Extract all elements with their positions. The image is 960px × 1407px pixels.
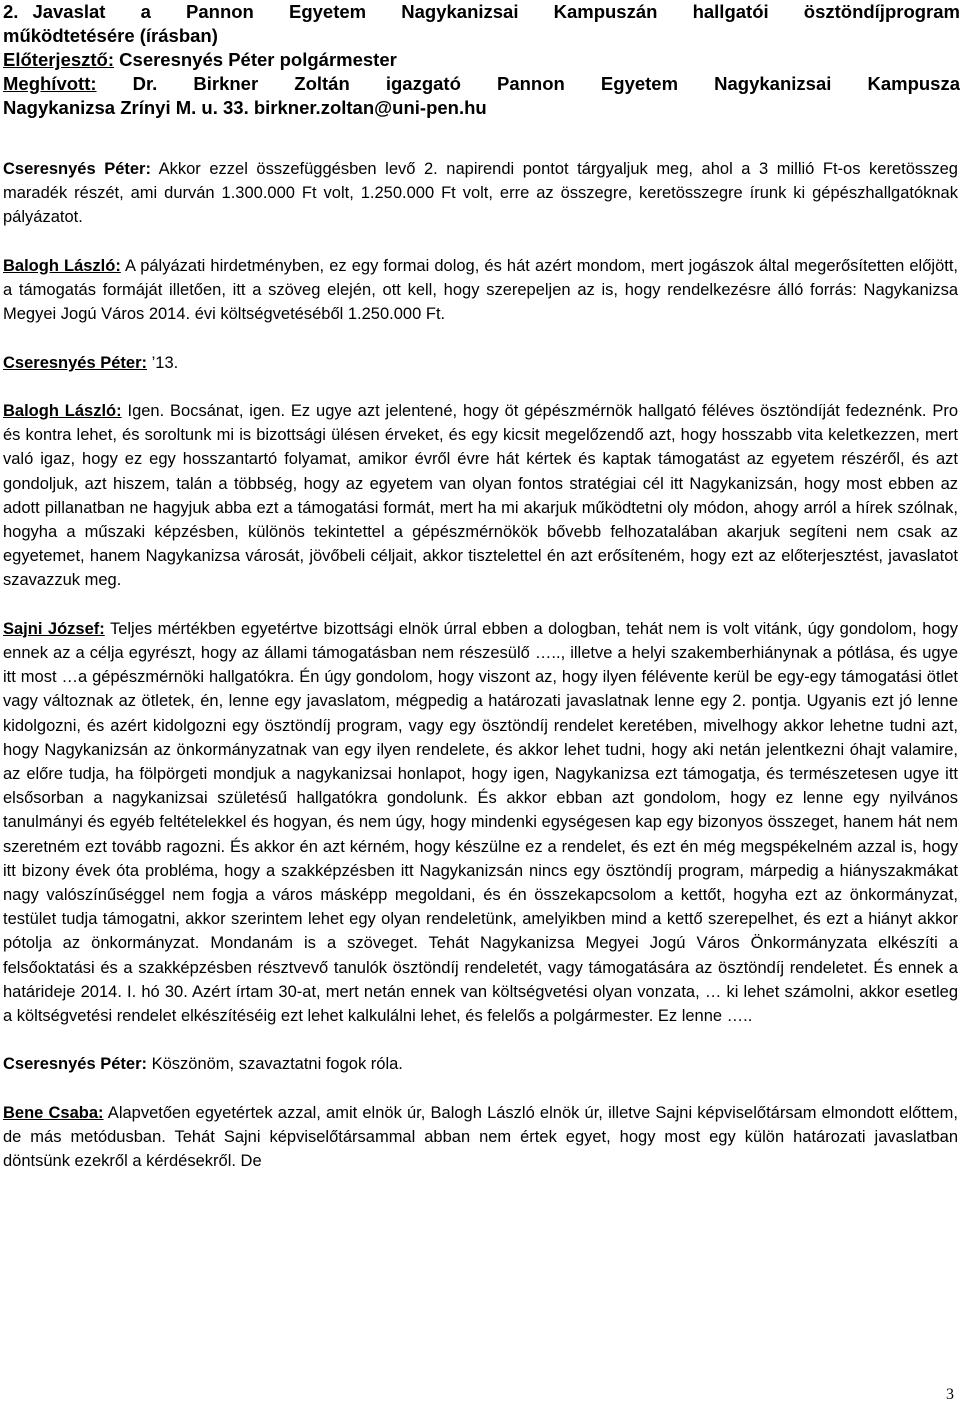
speaker-name: Cseresnyés Péter: [3,160,151,178]
invited-line-2 [3,96,960,120]
invited-label: Meghívott: [3,73,97,94]
transcript-body [0,157,958,1198]
speaker-name: Balogh László: [3,256,121,275]
invited-line [3,72,960,96]
transcript-paragraph [3,157,958,230]
agenda-title-line-2 [3,24,960,48]
presenter-value: Cseresnyés Péter polgármester [114,49,397,70]
page-number: 3 [946,1386,954,1403]
speech-text: ’13. [147,353,179,372]
agenda-header [0,0,960,120]
speaker-name: Cseresnyés Péter: [3,353,148,372]
transcript-paragraph [3,399,958,593]
speaker-name: Sajni József: [3,619,105,638]
speech-text: A pályázati hirdetményben, ez egy formai dolog, és hát azért mondom, mert jogászok által megerősítetten előjött, a támogatás formáját illetően, itt a szöveg elején, ott kell, hogy szerepeljen az is, hogy rendelkezésre álló forrás: Nagykanizsa Megyei Jogú Város 2014. évi költségvetéséből 1.250.000 Ft. [3,256,958,324]
transcript-paragraph [3,1101,958,1174]
speaker-name: Cseresnyés Péter: [3,1055,148,1074]
agenda-title-text: Javaslat a Pannon Egyetem Nagykanizsai Kampuszán hallgatói ösztöndíjprogram [32,1,960,22]
invited-value: Dr. Birkner Zoltán igazgató Pannon Egyetem Nagykanizsai Kampusza [96,73,960,94]
speech-text: Teljes mértékben egyetértve bizottsági elnök úrral ebben a dologban, tehát nem is volt vitánk, úgy gondolom, hogy ennek az a célja egyrészt, hogy az állami támogatásban nem részesülő ….., illetve a helyi szakemberhiánynak a pótlása, és ugye itt most …a gépészmérnöki hallgatókra. Én úgy gondolom, hogy viszont az, hogy ilyen félévente kerül be egy-egy támogatási ötlet vagy változnak az ötletek, én, lenne egy javaslatom, mégpedig a határozati javaslatnak lenne egy 2. pontja. Ugyanis ezt jó lenne kidolgozni, és azért kidolgozni egy ösztöndíj program, vagy egy ösztöndíj rendelet keretében, mivelhogy akkor lehetne tudni azt, hogy Nagykanizsán az önkormányzatnak van egy ilyen rendelete, és akkor lehet tudni, hogy aki netán jelentkezni óhajt valamire, az előre tudja, ha fölpörgeti mondjuk a nagykanizsai honlapot, hogy igen, Nagykanizsa ezt támogatja, és természetesen ugye itt elsősorban a nagykanizsai születésű hallgatókra gondolunk. És akkor ebban azt gondolom, hogy ez lenne egy nyilvános tanulmányi és egyéb feltételekkel és hogyan, és nem úgy, hogy mindenki egységesen kap egy bizonyos összeget, hanem hát nem szeretném ezt tovább ragozni. És akkor én azt kérném, hogy készülne ez a rendelet, és ezt én még megspékelném azzal is, hogy itt bizony évek óta probléma, hogy a szakképzésben itt Nagykanizsán nincs egy ösztöndíj program, márpedig a hiányszakmákat nagy valószínűséggel nem fogja a város másképp megoldani, és én összekapcsolom a kettőt, hogyha ezt az önkormányzat, testület tudja támogatni, akkor szerintem lehet egy olyan rendeletünk, amelyikben mind a kettő szerepelhet, és ezt a hiányt akkor pótolja az önkormányzat. Mondanám is a szöveget. Tehát Nagykanizsa Megyei Jogú Város Önkormányzata elkészíti a felsőoktatási és a szakképzésben résztvevő tanulók ösztöndíj rendeletét, vagy támogatására az ösztöndíj rendeletet. És ennek a határideje 2014. I. hó 30. Azért írtam 30-at, mert netán ennek van költségvetési olyan vonzata, … ki lehet számolni, akkor esetleg a költségvetési rendelet elkészítéséig ezt lehet kalkulálni lehet, és felelős a polgármester. Ez lenne ….. [3,619,958,1026]
transcript-paragraph [3,254,958,327]
transcript-paragraph [3,1052,958,1076]
speech-text: Igen. Bocsánat, igen. Ez ugye azt jelentené, hogy öt gépészmérnök hallgató féléves ösztöndíját fedeznénk. Pro és kontra lehet, és soroltunk mi is bizottsági ülésen érveket, és egy kicsit megelőzendő azt, hogy hosszabb vita keletkezzen, mert való igaz, hogy ez egy hosszantartó folyamat, amikor évről évre hát kértek és kaptak támogatást az egyetem részéről, és azt gondoljuk, azt hiszem, talán a többség, hogy az egyetem van olyan fontos stratégiai cél itt Nagykanizsán, hogy most ebben az adott pillanatban ne hagyjuk abba ezt a támogatási formát, mert ha mi akarjuk működtetni oly módon, ahogy arról a hírek szólnak, hogyha a műszaki képzésben, különös tekintettel a gépészmérnökök bővebb felhozatalában akarjuk segíteni nem csak az egyetemet, hanem Nagykanizsa városát, jövőbeli céljait, akkor tisztelettel én azt erősíteném, hogy ezt az előterjesztést, javaslatot szavazzuk meg. [3,401,959,590]
agenda-title-line-1 [3,0,960,24]
agenda-title-text-2: működtetésére (írásban) [3,25,218,46]
speaker-name: Balogh László: [3,401,122,420]
presenter-label: Előterjesztő: [3,49,115,70]
speech-text: Alapvetően egyetértek azzal, amit elnök úr, Balogh László elnök úr, illetve Sajni képviselőtársam elmondott előttem, de más metódusban. Tehát Sajni képviselőtársammal abban nem értek egyet, hogy most egy külön határozati javaslatban döntsünk ezekről a kérdésekről. De [3,1103,958,1171]
invited-address: Nagykanizsa Zrínyi M. u. 33. birkner.zoltan@uni-pen.hu [3,97,487,118]
speech-text: Köszönöm, szavaztatni fogok róla. [147,1055,403,1074]
speaker-name: Bene Csaba: [3,1103,104,1122]
transcript-paragraph [3,351,958,375]
speech-text: Akkor ezzel összefüggésben levő 2. napirendi pontot tárgyaljuk meg, ahol a 3 millió Ft-os keretösszeg maradék részét, ami durván 1.300.000 Ft volt, 1.250.000 Ft volt, erre az összegre, keretösszegre írunk ki gépészhallgatóknak pályázatot. [3,160,958,227]
transcript-paragraph [3,617,958,1028]
agenda-item-number: 2. [3,1,19,22]
presenter-line [3,48,960,72]
